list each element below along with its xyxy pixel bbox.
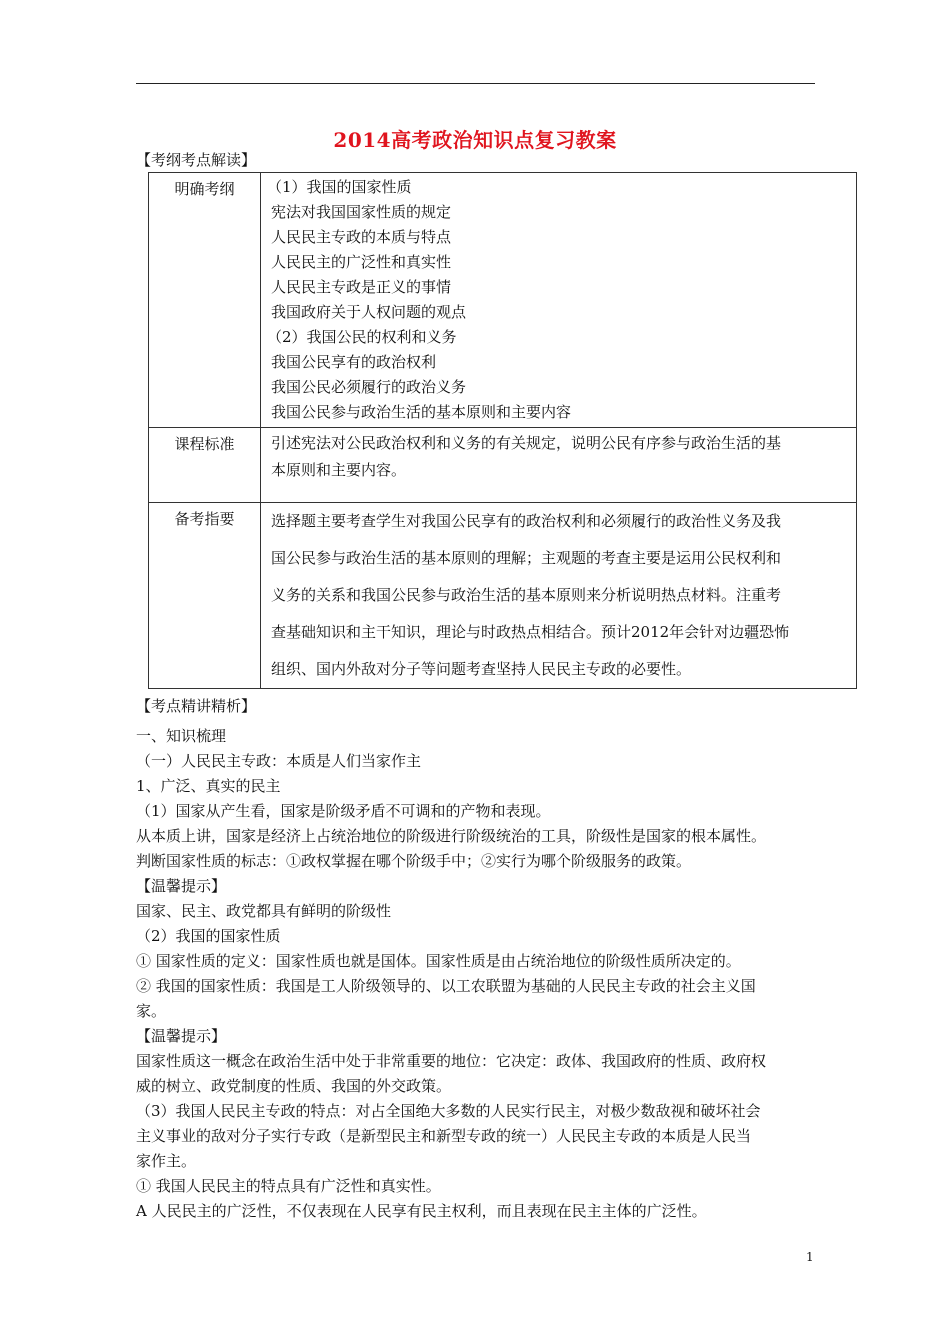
table-row [149,503,857,689]
row-label: 课程标准 [174,435,235,453]
section-heading-outline: 【考纲考点解读】 [136,151,257,169]
paragraph: 判断国家性质的标志：①政权掌握在哪个阶级手中；②实行为哪个阶级服务的政策。 [136,852,692,870]
row-label: 明确考纲 [174,180,235,198]
page-number: 1 [806,1250,814,1264]
row-content: 选择题主要考查学生对我国公民享有的政治权利和必须履行的政治性义务及我 国公民参与政治生活的基本原则的理解；主观题的考查主要是运用公民权利和 义务的关系和我国公民参与政治生活的基本原则来分析说明热点材料。注重考 查基础知识和主干知识，理论与时政热点相结合。预计2012年会针对边疆恐怖 组织、国内外敌对分子等问题考查坚持人民民主专政的必要性。 [261,503,857,689]
paragraph: 家。 [136,1002,167,1020]
row-label: 备考指要 [174,510,235,528]
paragraph: （1）国家从产生看，国家是阶级矛盾不可调和的产物和表现。 [136,802,551,820]
heading: 1、广泛、真实的民主 [136,777,281,795]
document-title: 2014高考政治知识点复习教案 [333,128,617,152]
paragraph: 主义事业的敌对分子实行专政（是新型民主和新型专政的统一）人民民主专政的本质是人民当 [136,1127,752,1145]
paragraph: （2）我国的国家性质 [136,927,281,945]
heading: 一、知识梳理 [136,727,227,745]
paragraph: 国家性质这一概念在政治生活中处于非常重要的地位：它决定：政体、我国政府的性质、政府权 [136,1052,767,1070]
paragraph: 从本质上讲，国家是经济上占统治地位的阶级进行阶级统治的工具，阶级性是国家的根本属性。 [136,827,767,845]
row-content: 引述宪法对公民政治权利和义务的有关规定，说明公民有序参与政治生活的基 本原则和主要内容。 [261,428,857,503]
paragraph: 家作主。 [136,1152,197,1170]
paragraph: （一）人民民主专政：本质是人们当家作主 [136,752,422,770]
body-text [136,724,826,1224]
paragraph: A 人民民主的广泛性，不仅表现在人民享有民主权利，而且表现在民主主体的广泛性。 [136,1202,707,1220]
paragraph: ① 我国人民民主的特点具有广泛性和真实性。 [136,1177,441,1195]
section-heading-analysis: 【考点精讲精析】 [136,697,257,715]
table-row [149,173,857,428]
paragraph: ① 国家性质的定义：国家性质也就是国体。国家性质是由占统治地位的阶级性质所决定的。 [136,952,741,970]
tip-heading: 【温馨提示】 [136,877,227,895]
paragraph: ② 我国的国家性质：我国是工人阶级领导的、以工农联盟为基础的人民民主专政的社会主义国 [136,977,756,995]
paragraph: 威的树立、政党制度的性质、我国的外交政策。 [136,1077,452,1095]
paragraph: 国家、民主、政党都具有鲜明的阶级性 [136,902,392,920]
header-rule [136,83,815,84]
paragraph: （3）我国人民民主专政的特点：对占全国绝大多数的人民实行民主，对极少数敌视和破坏社会 [136,1102,761,1120]
tip-heading: 【温馨提示】 [136,1027,227,1045]
outline-table [148,172,857,689]
row-content: （1）我国的国家性质 宪法对我国国家性质的规定 人民民主专政的本质与特点 人民民主的广泛性和真实性 人民民主专政是正义的事情 我国政府关于人权问题的观点 （2）我国公民的权利和义务 我国公民享有的政治权利 我国公民必须履行的政治义务 我国公民参与政治生活的基本原则和主要内容 [261,173,857,428]
table-row [149,428,857,503]
